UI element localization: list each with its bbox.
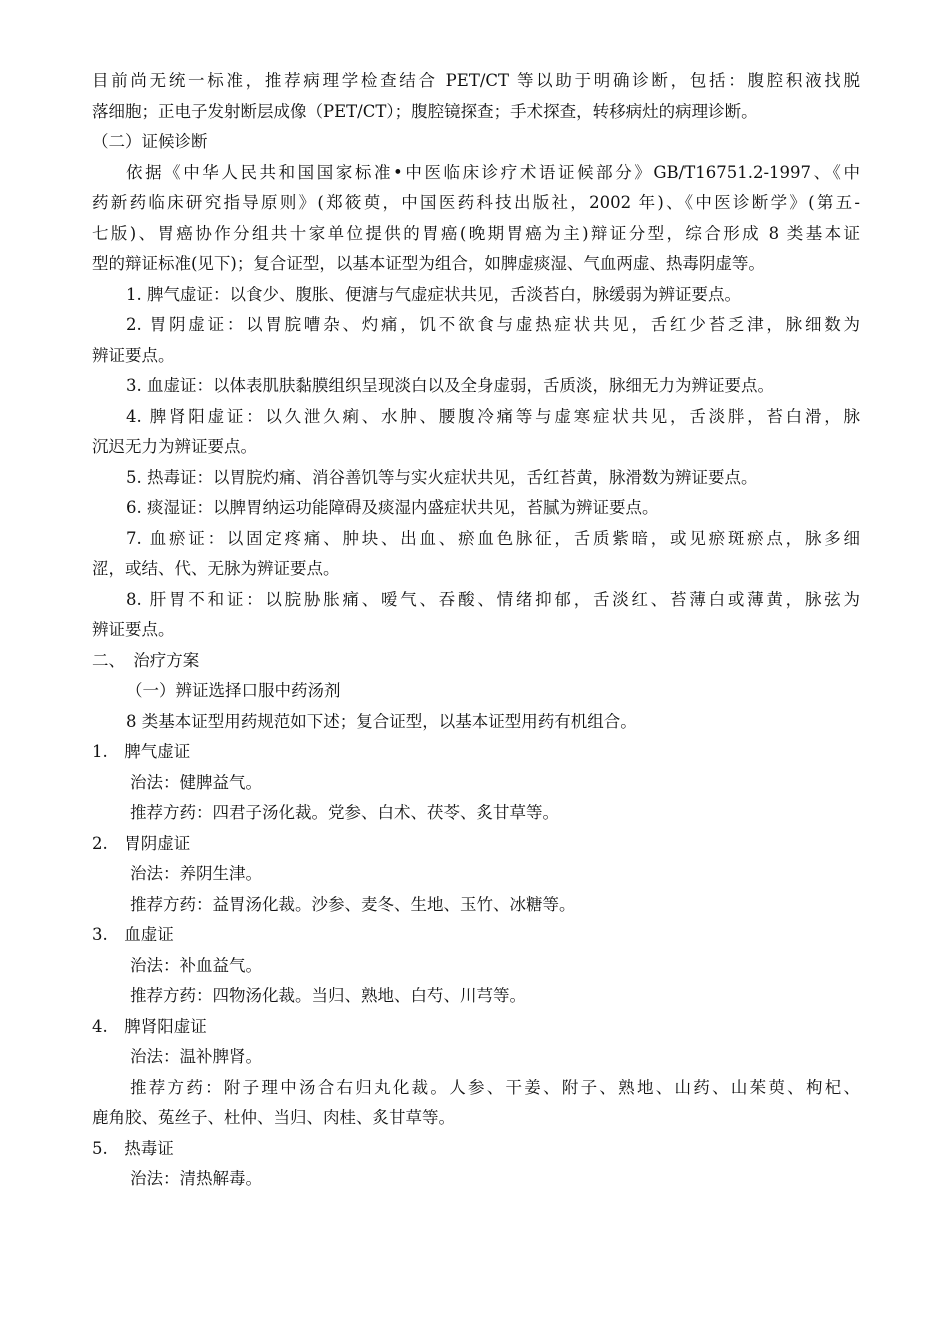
text-line: 七版)、胃癌协作分组共十家单位提供的胃癌(晚期胃癌为主)辩证分型，综合形成 8 类基本证 [92, 223, 860, 243]
text-line: 落细胞；正电子发射断层成像（PET/CT）；腹腔镜探查；手术探查，转移病灶的病理诊断。 [92, 101, 758, 121]
text-line: 3. 血虚证 [92, 925, 174, 944]
text-line: 7. 血瘀证：以固定疼痛、肿块、出血、瘀血色脉征，舌质紫暗，或见瘀斑瘀点，脉多细 [126, 528, 860, 548]
text-line: 2. 胃阴虚证：以胃脘嘈杂、灼痛，饥不欲食与虚热症状共见，舌红少苔乏津，脉细数为 [126, 315, 860, 334]
text-line: （二）证候诊断 [92, 132, 208, 151]
text-line: 推荐方药：四君子汤化裁。党参、白术、茯苓、炙甘草等。 [130, 803, 559, 822]
text-line: 依据《中华人民共和国国家标准•中医临床诊疗术语证候部分》GB/T16751.2-1997、《中 [126, 162, 860, 182]
text-line: 8. 肝胃不和证：以脘胁胀痛、嗳气、吞酸、情绪抑郁，舌淡红、苔薄白或薄黄，脉弦为 [126, 589, 860, 609]
text-line: 推荐方药：附子理中汤合右归丸化裁。人参、干姜、附子、熟地、山药、山茱萸、枸杞、 [130, 1077, 860, 1097]
text-line: 3. 血虚证：以体表肌肤黏膜组织呈现淡白以及全身虚弱，舌质淡，脉细无力为辨证要点。 [126, 376, 774, 395]
text-line: 鹿角胶、菟丝子、杜仲、当归、肉桂、炙甘草等。 [92, 1108, 455, 1127]
text-line: 辨证要点。 [92, 620, 175, 639]
text-line: 5. 热毒证 [92, 1138, 174, 1158]
text-line: 8 类基本证型用药规范如下述；复合证型，以基本证型用药有机组合。 [126, 711, 637, 731]
text-line: 治法：清热解毒。 [130, 1169, 262, 1188]
text-line: 1. 脾气虚证：以食少、腹胀、便溏与气虚症状共见，舌淡苔白，脉缓弱为辨证要点。 [126, 284, 741, 304]
text-line: 药新药临床研究指导原则》(郑筱萸，中国医药科技出版社，2002 年)、《中医诊断学》(第五- [92, 193, 860, 212]
text-line: 沉迟无力为辨证要点。 [92, 437, 257, 456]
text-line: （一）辨证选择口服中药汤剂 [126, 681, 341, 700]
text-line: 4. 脾肾阳虚证 [92, 1016, 207, 1036]
text-line: 型的辩证标准(见下)；复合证型，以基本证型为组合，如脾虚痰湿、气血两虚、热毒阴虚等。 [92, 254, 765, 273]
document-page [92, 66, 860, 1195]
text-line: 推荐方药：益胃汤化裁。沙参、麦冬、生地、玉竹、冰糖等。 [130, 894, 576, 914]
text-line: 治法：健脾益气。 [130, 772, 262, 792]
text-line: 5. 热毒证：以胃脘灼痛、消谷善饥等与实火症状共见，舌红苔黄，脉滑数为辨证要点。 [126, 467, 758, 487]
text-line: 涩，或结、代、无脉为辨证要点。 [92, 559, 340, 578]
text-line: 2. 胃阴虚证 [92, 833, 191, 853]
text-line: 目前尚无统一标准，推荐病理学检查结合 PET/CT 等以助于明确诊断，包括：腹腔积液找脱 [92, 71, 860, 90]
text-line: 推荐方药：四物汤化裁。当归、熟地、白芍、川芎等。 [130, 986, 526, 1005]
text-line: 二、 治疗方案 [92, 650, 200, 670]
text-line: 4. 脾肾阳虚证：以久泄久痢、水肿、腰腹冷痛等与虚寒症状共见，舌淡胖，苔白滑，脉 [126, 406, 860, 426]
text-line: 治法：补血益气。 [130, 955, 262, 975]
text-line: 辨证要点。 [92, 345, 175, 365]
text-line: 1. 脾气虚证 [92, 742, 191, 761]
text-line: 治法：养阴生津。 [130, 864, 262, 883]
text-line: 6. 痰湿证：以脾胃纳运功能障碍及痰湿内盛症状共见，苔腻为辨证要点。 [126, 498, 659, 517]
text-line: 治法：温补脾肾。 [130, 1047, 262, 1066]
